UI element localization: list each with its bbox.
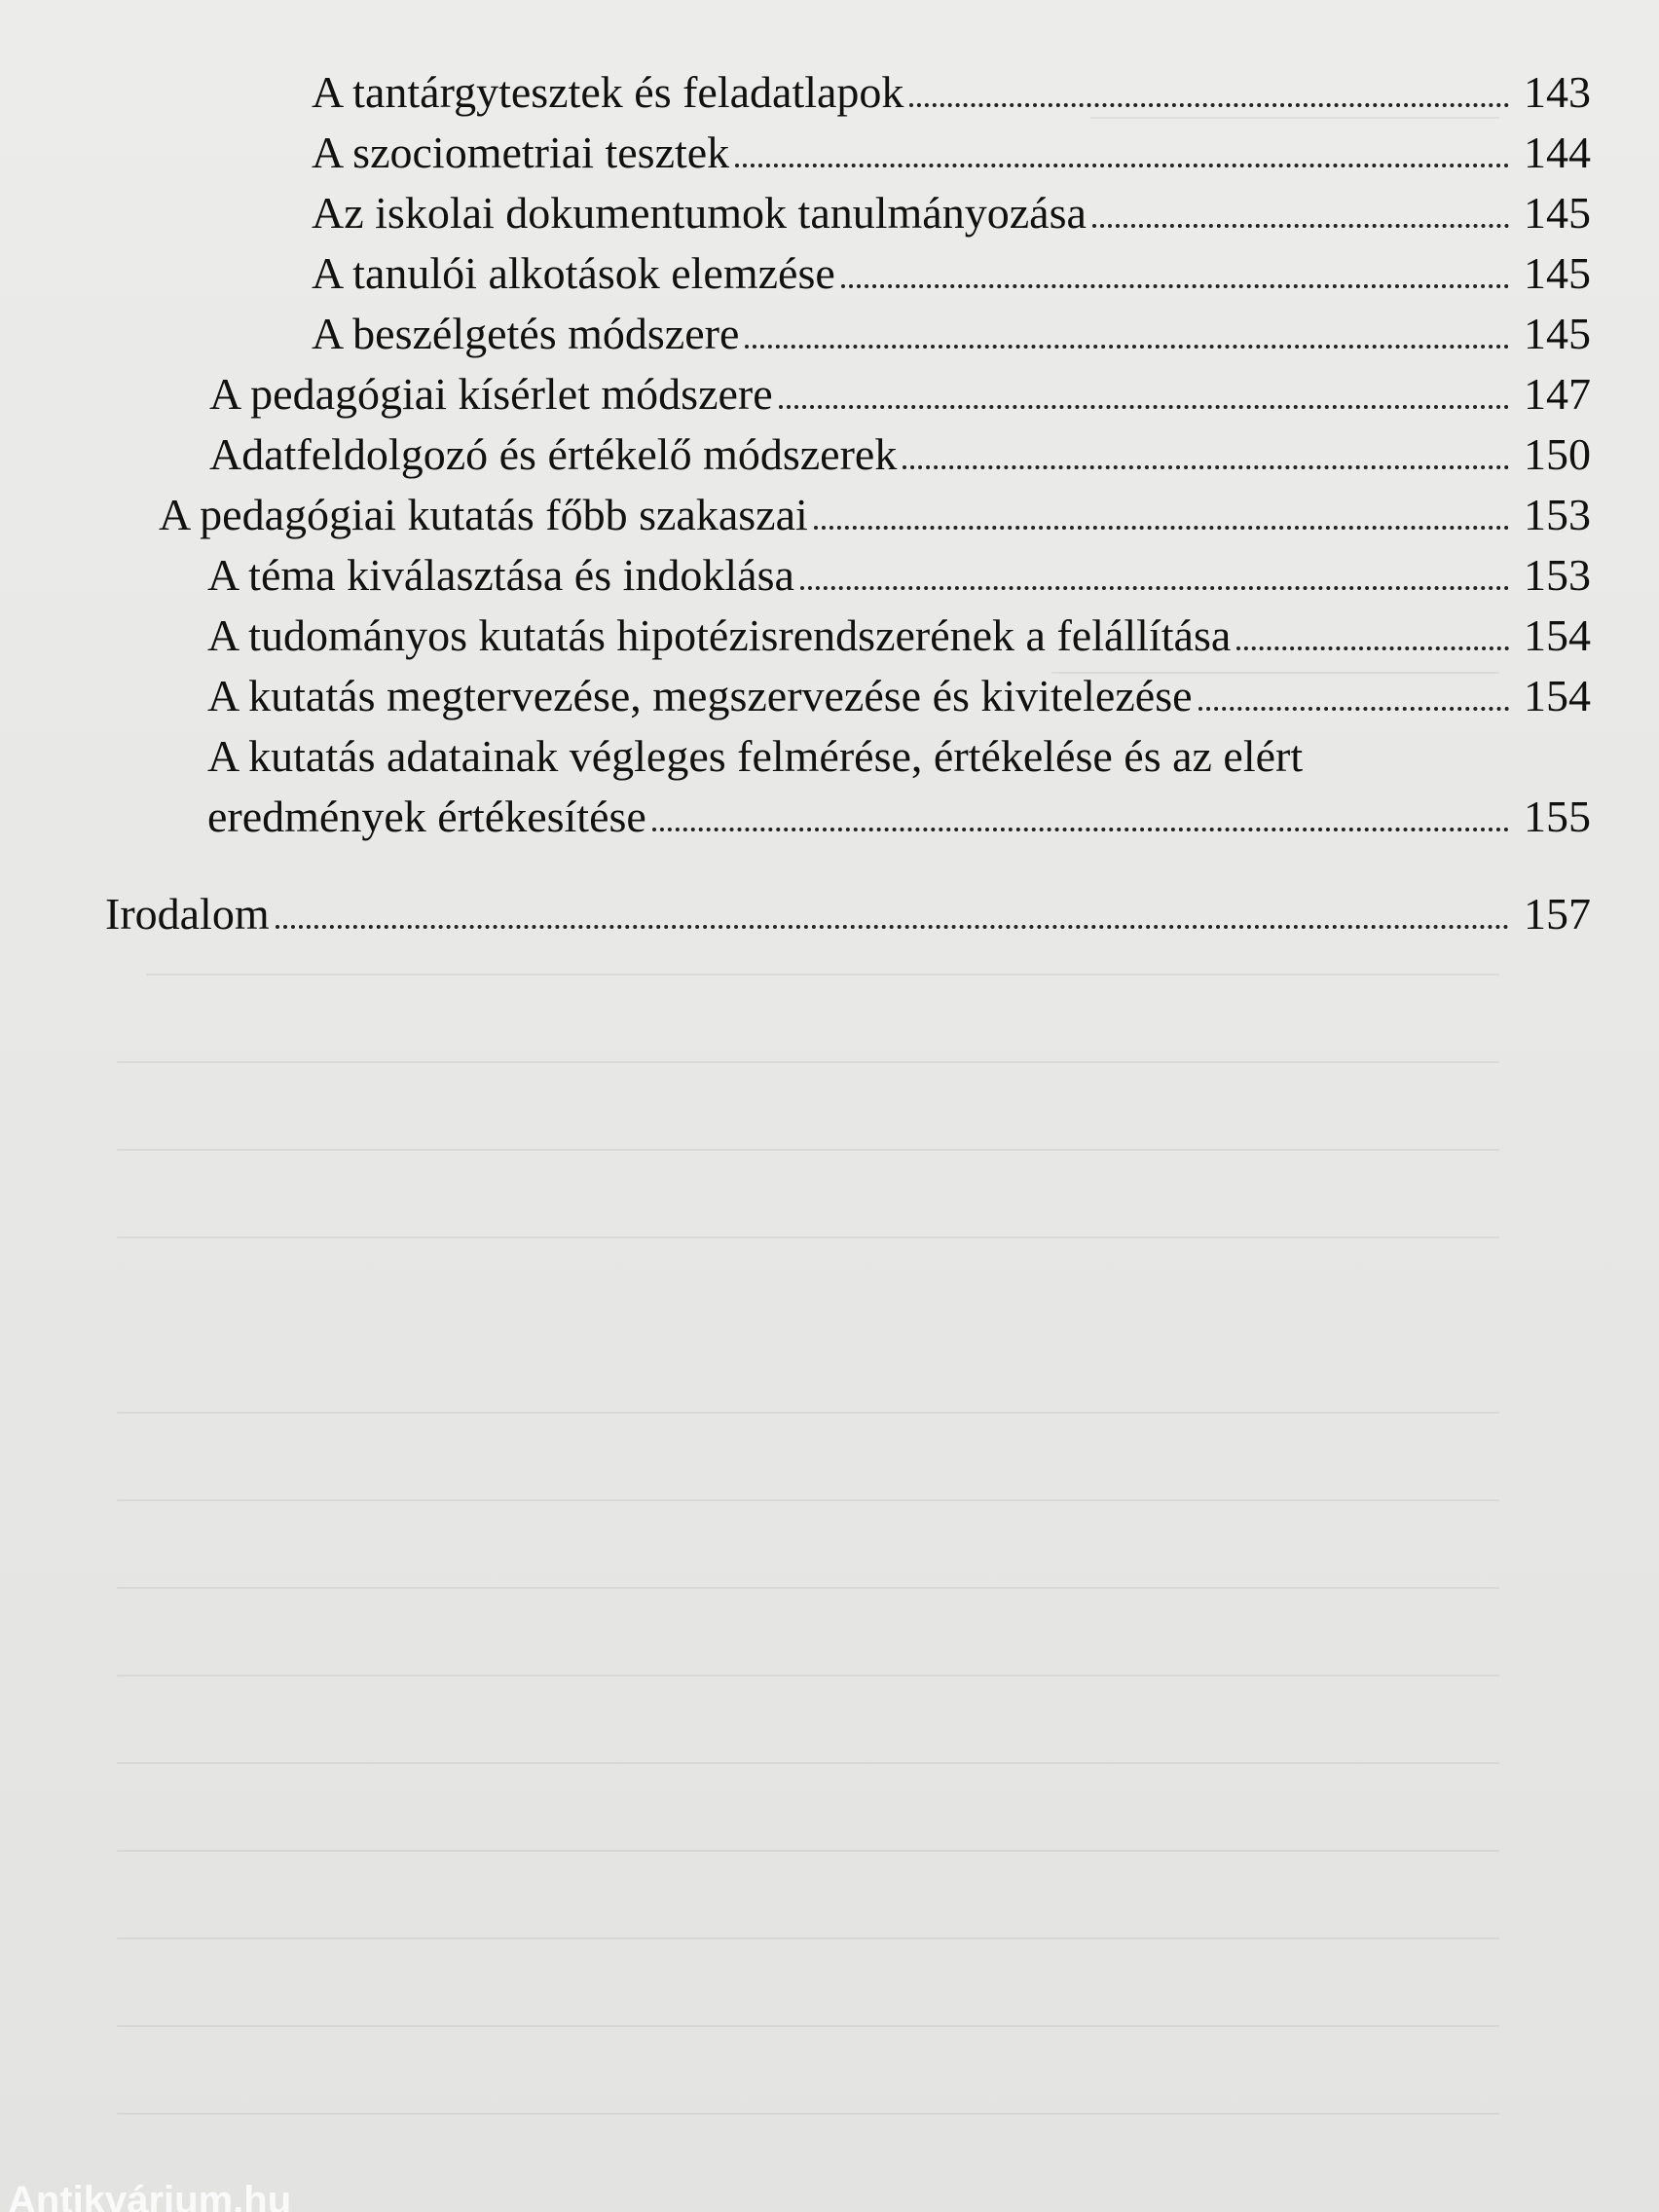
bleed-through-line xyxy=(117,1762,1499,1764)
toc-entry-title: A tantárgytesztek és feladatlapok xyxy=(312,67,904,117)
dot-leader xyxy=(652,828,1509,831)
bleed-through-line xyxy=(117,1061,1499,1063)
bleed-through-line xyxy=(117,1149,1499,1151)
toc-page-number: 157 xyxy=(1524,889,1591,939)
bleed-through-line xyxy=(117,1937,1499,1939)
dot-leader xyxy=(745,345,1509,349)
toc-entry-title: Az iskolai dokumentumok tanulmányozása xyxy=(312,188,1087,238)
toc-entry-title: eredmények értékesítése xyxy=(207,792,646,841)
toc-entry xyxy=(312,243,1591,304)
toc-page-number: 150 xyxy=(1524,429,1591,479)
dot-leader xyxy=(1236,646,1509,650)
toc-entry-title: A téma kiválasztása és indoklása xyxy=(207,550,794,600)
watermark: Antikvárium.hu xyxy=(8,2183,292,2212)
toc-entry-continuation xyxy=(207,787,1591,847)
toc-entry xyxy=(207,666,1591,726)
toc-page-number: 145 xyxy=(1524,188,1591,238)
bleed-through-line xyxy=(146,974,1499,976)
toc-page-number: 143 xyxy=(1524,67,1591,117)
toc-entry xyxy=(207,726,1591,847)
dot-leader xyxy=(735,164,1509,167)
dot-leader xyxy=(779,405,1509,409)
dot-leader xyxy=(814,526,1509,530)
dot-leader xyxy=(1198,707,1509,711)
bleed-through-line xyxy=(117,1675,1499,1677)
table-of-contents xyxy=(0,0,1659,974)
toc-page-number: 147 xyxy=(1524,369,1591,419)
toc-page-number: 145 xyxy=(1524,248,1591,298)
toc-page-number: 153 xyxy=(1524,490,1591,539)
toc-page-number: 144 xyxy=(1524,128,1591,177)
toc-entry-title: A pedagógiai kutatás főbb szakaszai xyxy=(159,490,808,539)
toc-entry xyxy=(209,364,1591,424)
toc-entry xyxy=(209,424,1591,485)
toc-entry-title: A tanulói alkotások elemzése xyxy=(312,248,835,298)
dot-leader xyxy=(909,103,1509,107)
toc-entry xyxy=(312,183,1591,243)
bleed-through-line xyxy=(117,1850,1499,1852)
dot-leader xyxy=(1092,224,1509,228)
toc-entry-title: Irodalom xyxy=(105,889,270,939)
bleed-through-line xyxy=(117,1236,1499,1238)
bleed-through-line xyxy=(117,2113,1499,2115)
toc-entry-title: A kutatás megtervezése, megszervezése és kivitelezése xyxy=(207,671,1193,720)
toc-entry-title: Adatfeldolgozó és értékelő módszerek xyxy=(209,429,898,479)
dot-leader xyxy=(276,925,1509,929)
bleed-through-line xyxy=(117,2025,1499,2027)
dot-leader xyxy=(903,465,1509,469)
toc-entry xyxy=(105,884,1591,944)
toc-entry xyxy=(312,123,1591,183)
toc-entry xyxy=(312,304,1591,364)
bleed-through-line xyxy=(117,1587,1499,1589)
toc-page-number: 154 xyxy=(1524,610,1591,660)
bleed-through-line xyxy=(117,1412,1499,1414)
toc-entry-title: A beszélgetés módszere xyxy=(312,309,740,358)
toc-entry-title: A pedagógiai kísérlet módszere xyxy=(209,369,773,419)
dot-leader xyxy=(800,586,1509,590)
dot-leader xyxy=(841,284,1509,288)
toc-page-number: 154 xyxy=(1524,671,1591,720)
toc-page-number: 145 xyxy=(1524,309,1591,358)
toc-entry-title: A kutatás adatainak végleges felmérése, értékelése és az elért xyxy=(207,731,1304,781)
toc-entry-title: A szociometriai tesztek xyxy=(312,128,730,177)
toc-entry xyxy=(207,606,1591,666)
toc-page-number: 153 xyxy=(1524,550,1591,600)
toc-page-number: 155 xyxy=(1524,792,1591,841)
bleed-through-line xyxy=(117,1499,1499,1501)
toc-entry xyxy=(207,545,1591,606)
toc-entry-title: A tudományos kutatás hipotézisrendszerének a felállítása xyxy=(207,610,1232,660)
toc-entry xyxy=(159,485,1591,545)
toc-entry xyxy=(312,62,1591,123)
